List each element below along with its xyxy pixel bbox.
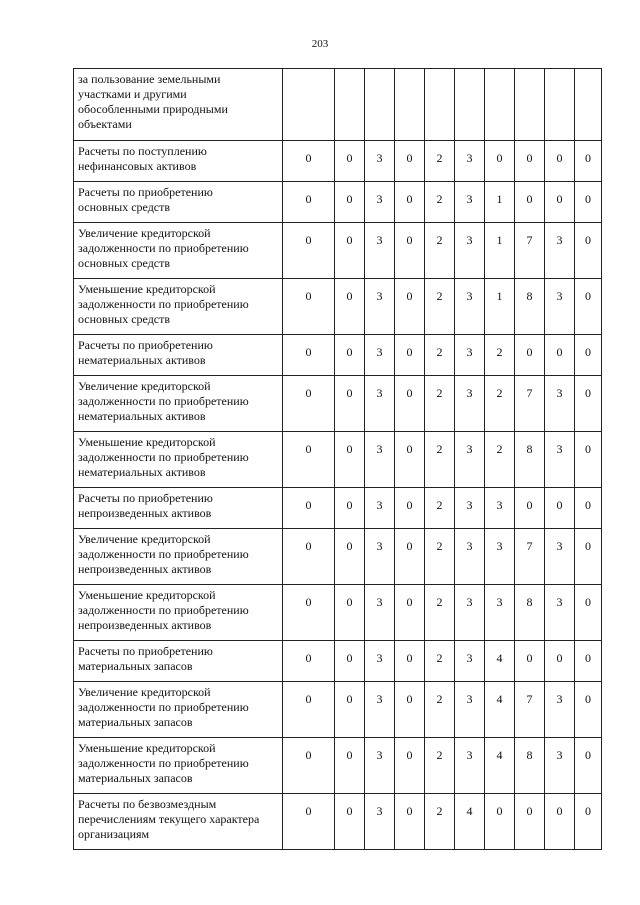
row-label-line: организациям: [78, 827, 150, 841]
code-digit-cell: 0: [515, 335, 545, 376]
code-digit-cell: 0: [515, 794, 545, 850]
code-digit-cell: 3: [365, 376, 395, 432]
row-label-cell: [74, 794, 283, 850]
code-digit-cell: 0: [575, 223, 602, 279]
code-digit-cell: 3: [365, 141, 395, 182]
code-digit-cell: 2: [425, 682, 455, 738]
table-row: [74, 141, 602, 182]
row-label-line: Расчеты по приобретению: [78, 644, 213, 658]
table-row: [74, 376, 602, 432]
code-digit-cell: 2: [425, 529, 455, 585]
code-digit-cell: 2: [425, 182, 455, 223]
code-digit-cell: 0: [335, 182, 365, 223]
code-digit-cell: 3: [455, 529, 485, 585]
code-digit-cell: 0: [335, 585, 365, 641]
code-digit-cell: 3: [485, 488, 515, 529]
code-digit-cell: 0: [575, 432, 602, 488]
code-digit-cell: 0: [395, 794, 425, 850]
code-digit-cell: 0: [575, 141, 602, 182]
code-digit-cell: 0: [283, 335, 335, 376]
code-digit-cell: 0: [283, 279, 335, 335]
code-digit-cell: 0: [395, 279, 425, 335]
code-digit-cell: [365, 69, 395, 141]
code-digit-cell: 0: [575, 641, 602, 682]
code-digit-cell: [485, 69, 515, 141]
code-digit-cell: 0: [335, 641, 365, 682]
row-label-line: нефинансовых активов: [78, 159, 197, 173]
code-digit-cell: 8: [515, 738, 545, 794]
code-digit-cell: 3: [455, 738, 485, 794]
code-digit-cell: 0: [575, 488, 602, 529]
code-digit-cell: 0: [283, 376, 335, 432]
code-digit-cell: 0: [283, 488, 335, 529]
table-row: [74, 682, 602, 738]
code-digit-cell: 0: [335, 376, 365, 432]
row-label-line: основных средств: [78, 200, 171, 214]
table-row: [74, 432, 602, 488]
code-digit-cell: 0: [335, 223, 365, 279]
code-digit-cell: 0: [545, 794, 575, 850]
code-digit-cell: 0: [575, 182, 602, 223]
row-label-cell: [74, 182, 283, 223]
code-digit-cell: 0: [515, 488, 545, 529]
row-label-cell: [74, 279, 283, 335]
code-digit-cell: [283, 69, 335, 141]
code-digit-cell: [515, 69, 545, 141]
code-digit-cell: 3: [485, 585, 515, 641]
table-row: [74, 585, 602, 641]
code-digit-cell: 4: [485, 641, 515, 682]
row-label-line: задолженности по приобретению: [78, 394, 249, 408]
row-label-line: материальных запасов: [78, 659, 193, 673]
code-digit-cell: 1: [485, 279, 515, 335]
code-digit-cell: 1: [485, 182, 515, 223]
code-digit-cell: 0: [335, 141, 365, 182]
code-digit-cell: 0: [283, 585, 335, 641]
row-label-cell: [74, 335, 283, 376]
row-label-line: задолженности по приобретению: [78, 450, 249, 464]
code-digit-cell: 4: [485, 682, 515, 738]
code-digit-cell: 0: [545, 335, 575, 376]
code-digit-cell: 0: [335, 682, 365, 738]
code-digit-cell: 0: [395, 432, 425, 488]
code-digit-cell: 0: [395, 641, 425, 682]
row-label-cell: [74, 529, 283, 585]
row-label-line: материальных запасов: [78, 715, 193, 729]
code-digit-cell: 3: [455, 182, 485, 223]
code-digit-cell: 3: [365, 738, 395, 794]
row-label-line: задолженности по приобретению: [78, 297, 249, 311]
code-digit-cell: [395, 69, 425, 141]
code-digit-cell: 3: [365, 488, 395, 529]
row-label-cell: [74, 432, 283, 488]
code-digit-cell: 0: [283, 738, 335, 794]
row-label-cell: [74, 69, 283, 141]
code-digit-cell: 0: [395, 141, 425, 182]
code-digit-cell: 3: [455, 641, 485, 682]
row-label-cell: [74, 488, 283, 529]
code-digit-cell: 0: [575, 279, 602, 335]
code-digit-cell: 0: [485, 794, 515, 850]
account-codes-table: [73, 68, 602, 850]
code-digit-cell: 0: [395, 488, 425, 529]
code-digit-cell: 0: [335, 432, 365, 488]
code-digit-cell: 0: [335, 738, 365, 794]
code-digit-cell: 3: [455, 682, 485, 738]
code-digit-cell: 1: [485, 223, 515, 279]
row-label-cell: [74, 641, 283, 682]
code-digit-cell: 3: [545, 529, 575, 585]
code-digit-cell: 8: [515, 279, 545, 335]
code-digit-cell: 3: [485, 529, 515, 585]
row-label-line: Расчеты по поступлению: [78, 144, 207, 158]
row-label-line: основных средств: [78, 312, 171, 326]
code-digit-cell: 2: [425, 376, 455, 432]
code-digit-cell: 3: [455, 279, 485, 335]
row-label-line: непроизведенных активов: [78, 506, 212, 520]
code-digit-cell: 3: [365, 682, 395, 738]
code-digit-cell: 3: [455, 585, 485, 641]
account-codes-table-body: [74, 69, 602, 850]
table-row: [74, 223, 602, 279]
code-digit-cell: 2: [425, 738, 455, 794]
row-label-line: материальных запасов: [78, 771, 193, 785]
code-digit-cell: 0: [395, 182, 425, 223]
code-digit-cell: 2: [425, 641, 455, 682]
code-digit-cell: 3: [365, 432, 395, 488]
row-label-cell: [74, 376, 283, 432]
code-digit-cell: 0: [283, 641, 335, 682]
code-digit-cell: 0: [283, 794, 335, 850]
code-digit-cell: 0: [515, 141, 545, 182]
row-label-line: задолженности по приобретению: [78, 241, 249, 255]
row-label-line: задолженности по приобретению: [78, 603, 249, 617]
code-digit-cell: 3: [455, 141, 485, 182]
code-digit-cell: 2: [425, 585, 455, 641]
code-digit-cell: 0: [395, 585, 425, 641]
code-digit-cell: 4: [455, 794, 485, 850]
row-label-line: задолженности по приобретению: [78, 547, 249, 561]
code-digit-cell: 0: [283, 529, 335, 585]
row-label-line: за пользование земельными: [78, 72, 221, 86]
code-digit-cell: 0: [575, 682, 602, 738]
table-row: [74, 335, 602, 376]
row-label-line: Увеличение кредиторской: [78, 226, 211, 240]
code-digit-cell: 3: [365, 641, 395, 682]
code-digit-cell: 0: [335, 488, 365, 529]
row-label-line: объектами: [78, 117, 132, 131]
code-digit-cell: 0: [575, 794, 602, 850]
code-digit-cell: 3: [545, 279, 575, 335]
code-digit-cell: 3: [455, 432, 485, 488]
row-label-line: задолженности по приобретению: [78, 700, 249, 714]
row-label-line: Увеличение кредиторской: [78, 532, 211, 546]
code-digit-cell: [425, 69, 455, 141]
code-digit-cell: 0: [395, 335, 425, 376]
code-digit-cell: 0: [335, 279, 365, 335]
row-label-line: Расчеты по безвозмездным: [78, 797, 217, 811]
code-digit-cell: 7: [515, 376, 545, 432]
table-row: [74, 738, 602, 794]
code-digit-cell: 2: [425, 335, 455, 376]
code-digit-cell: 0: [575, 529, 602, 585]
row-label-line: нематериальных активов: [78, 353, 206, 367]
row-label-line: обособленными природными: [78, 102, 228, 116]
code-digit-cell: 0: [545, 182, 575, 223]
code-digit-cell: 3: [545, 223, 575, 279]
table-row: [74, 641, 602, 682]
code-digit-cell: 2: [425, 279, 455, 335]
code-digit-cell: 0: [283, 141, 335, 182]
code-digit-cell: 0: [335, 529, 365, 585]
code-digit-cell: 2: [425, 488, 455, 529]
code-digit-cell: 8: [515, 432, 545, 488]
code-digit-cell: 7: [515, 529, 545, 585]
row-label-cell: [74, 223, 283, 279]
code-digit-cell: 2: [425, 794, 455, 850]
row-label-line: Увеличение кредиторской: [78, 685, 211, 699]
code-digit-cell: 7: [515, 223, 545, 279]
code-digit-cell: 3: [545, 432, 575, 488]
code-digit-cell: 2: [425, 141, 455, 182]
code-digit-cell: 0: [545, 141, 575, 182]
code-digit-cell: [545, 69, 575, 141]
row-label-line: Уменьшение кредиторской: [78, 282, 216, 296]
code-digit-cell: 3: [455, 223, 485, 279]
row-label-line: нематериальных активов: [78, 465, 206, 479]
code-digit-cell: 0: [283, 432, 335, 488]
code-digit-cell: 3: [365, 585, 395, 641]
code-digit-cell: 0: [335, 335, 365, 376]
code-digit-cell: 3: [545, 585, 575, 641]
row-label-line: Расчеты по приобретению: [78, 491, 213, 505]
code-digit-cell: 0: [395, 529, 425, 585]
code-digit-cell: 3: [455, 376, 485, 432]
code-digit-cell: 3: [365, 335, 395, 376]
code-digit-cell: 3: [545, 738, 575, 794]
code-digit-cell: 3: [365, 279, 395, 335]
code-digit-cell: 0: [515, 641, 545, 682]
code-digit-cell: 3: [365, 794, 395, 850]
row-label-line: Увеличение кредиторской: [78, 379, 211, 393]
code-digit-cell: 3: [455, 335, 485, 376]
code-digit-cell: 0: [283, 682, 335, 738]
row-label-line: Уменьшение кредиторской: [78, 741, 216, 755]
row-label-line: нематериальных активов: [78, 409, 206, 423]
code-digit-cell: 3: [545, 376, 575, 432]
code-digit-cell: 0: [575, 738, 602, 794]
code-digit-cell: 0: [545, 488, 575, 529]
code-digit-cell: 2: [425, 223, 455, 279]
code-digit-cell: 3: [455, 488, 485, 529]
code-digit-cell: 0: [515, 182, 545, 223]
row-label-line: основных средств: [78, 256, 171, 270]
code-digit-cell: 3: [545, 682, 575, 738]
table-row: [74, 794, 602, 850]
code-digit-cell: 0: [575, 376, 602, 432]
row-label-cell: [74, 585, 283, 641]
row-label-cell: [74, 682, 283, 738]
code-digit-cell: 0: [395, 738, 425, 794]
code-digit-cell: 2: [425, 432, 455, 488]
code-digit-cell: 8: [515, 585, 545, 641]
code-digit-cell: 3: [365, 529, 395, 585]
code-digit-cell: [575, 69, 602, 141]
code-digit-cell: 0: [335, 794, 365, 850]
code-digit-cell: 3: [365, 223, 395, 279]
row-label-line: задолженности по приобретению: [78, 756, 249, 770]
code-digit-cell: 0: [395, 682, 425, 738]
row-label-line: Уменьшение кредиторской: [78, 588, 216, 602]
row-label-cell: [74, 141, 283, 182]
row-label-cell: [74, 738, 283, 794]
code-digit-cell: 0: [575, 335, 602, 376]
row-label-line: перечислениям текущего характера: [78, 812, 260, 826]
table-row: [74, 69, 602, 141]
code-digit-cell: 0: [395, 376, 425, 432]
table-row: [74, 279, 602, 335]
code-digit-cell: 7: [515, 682, 545, 738]
row-label-line: Расчеты по приобретению: [78, 185, 213, 199]
code-digit-cell: 0: [395, 223, 425, 279]
code-digit-cell: 2: [485, 376, 515, 432]
row-label-line: непроизведенных активов: [78, 618, 212, 632]
table-row: [74, 529, 602, 585]
code-digit-cell: 2: [485, 432, 515, 488]
code-digit-cell: 0: [545, 641, 575, 682]
row-label-line: непроизведенных активов: [78, 562, 212, 576]
row-label-line: участками и другими: [78, 87, 187, 101]
code-digit-cell: [335, 69, 365, 141]
table-row: [74, 182, 602, 223]
code-digit-cell: 4: [485, 738, 515, 794]
code-digit-cell: [455, 69, 485, 141]
code-digit-cell: 0: [283, 223, 335, 279]
row-label-line: Расчеты по приобретению: [78, 338, 213, 352]
code-digit-cell: 3: [365, 182, 395, 223]
table-row: [74, 488, 602, 529]
code-digit-cell: 0: [575, 585, 602, 641]
page-number: 203: [311, 38, 329, 50]
code-digit-cell: 0: [485, 141, 515, 182]
code-digit-cell: 2: [485, 335, 515, 376]
code-digit-cell: 0: [283, 182, 335, 223]
row-label-line: Уменьшение кредиторской: [78, 435, 216, 449]
